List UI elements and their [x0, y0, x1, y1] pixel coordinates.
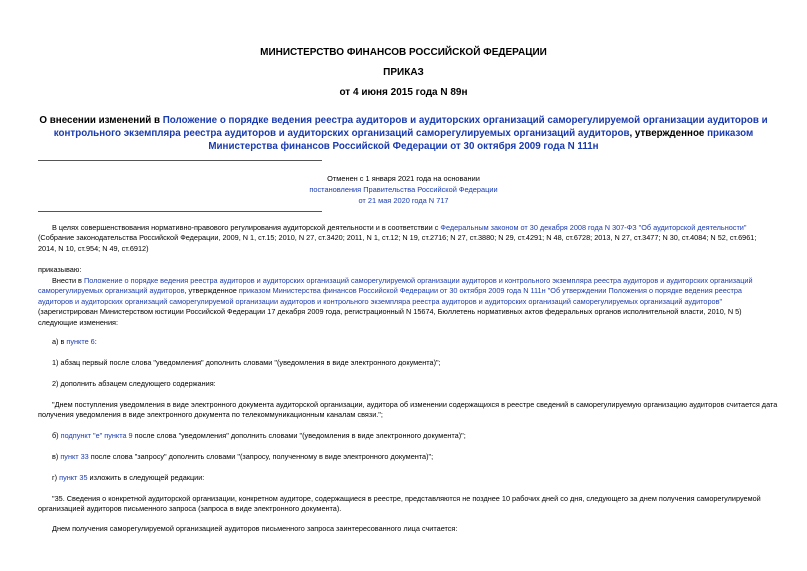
item-a-1: 1) абзац первый после слова "уведомления" дополнить словами "(уведомления в виде электронного документа)"; — [52, 358, 441, 367]
item-a-2-text: "Днем поступления уведомления в виде электронного документа аудиторской организации, аудитора об изменении содержащихся в реестре сведений в саморегулируемую организацию аудиторов считается дата получения уведомления в виде электронного документа по телекоммуникационным каналам связи."; — [38, 400, 778, 420]
item-c: в) пункт 33 после слова "запросу" дополнить словами "(запросу, полученному в виде электронного документа)"; — [52, 452, 434, 461]
link-order-111n[interactable]: приказом Министерства финансов Российской Федерации от 30 октября 2009 года N 111н "Об утверждении Положения о порядке ведения реестра — [238, 286, 742, 296]
title-link-regulation[interactable]: Положение о порядке ведения реестра аудиторов и аудиторских организаций саморегулируемой организации аудиторов и контрольного экземпляра реестра аудиторов и аудиторских организаций саморегулируемых организаций аудиторов — [53, 115, 768, 139]
document-type: ПРИКАЗ — [383, 67, 424, 78]
divider-bottom — [38, 211, 322, 212]
title-link-order[interactable]: приказом Министерства финансов Российской Федерации от 30 октября 2009 года N 111н — [208, 128, 754, 152]
document-date: от 4 июня 2015 года N 89н — [339, 87, 468, 98]
link-point-35[interactable]: пункт 35 — [59, 473, 88, 482]
document-title — [30, 114, 777, 153]
link-point-33[interactable]: пункт 33 — [60, 452, 89, 461]
cancel-link-resolution[interactable]: постановления Правительства Российской Федерации — [309, 185, 498, 194]
divider-top — [38, 160, 322, 161]
link-point-6[interactable]: пункте 6 — [66, 337, 95, 346]
title-prefix: О внесении изменений в — [39, 115, 163, 126]
cancel-note-line: Отменен с 1 января 2021 года на основании — [327, 174, 480, 183]
title-middle: , утвержденное — [629, 128, 708, 139]
item-a-2: 2) дополнить абзацем следующего содержания: — [52, 379, 216, 388]
ministry-heading: МИНИСТЕРСТВО ФИНАНСОВ РОССИЙСКОЙ ФЕДЕРАЦИИ — [260, 47, 547, 58]
item-a: а) в пункте 6: — [52, 337, 97, 346]
link-regulation-cont[interactable]: саморегулируемых организаций аудиторов — [38, 286, 185, 296]
link-regulation[interactable]: Положение о порядке ведения реестра аудиторов и аудиторских организаций саморегулируемой организации аудиторов и контрольного экземпляра реестра аудиторов и аудиторских организаций — [83, 276, 753, 285]
paragraph-amend: Внести в Положение о порядке ведения реестра аудиторов и аудиторских организаций саморегулируемой организации аудиторов и контрольного экземпляра реестра аудиторов и аудиторских организаций саморегулируемых организаций аудиторов, утвержденное приказом Министерства финансов Российской Федерации от 30 октября 2009 года N 111н "Об утверждении Положения о порядке ведения реестра аудиторов и аудиторских организаций саморегулируемой организации аудиторов и контрольного экземпляра реестра аудиторов и аудиторских организаций саморегулируемых организаций аудиторов" (зарегистрирован Министерством юстиции Российской Федерации 17 декабря 2009 года, регистрационный N 15674, Бюллетень нормативных актов федеральных органов исполнительной власти, 2010, N 5) следующие изменения: — [38, 276, 770, 328]
cancel-link-date[interactable]: от 21 мая 2020 года N 717 — [358, 196, 449, 205]
link-subpoint-e-point-9[interactable]: подпункт "е" пункта 9 — [60, 431, 133, 440]
paragraph-preamble: В целях совершенствования нормативно-правового регулирования аудиторской деятельности и в соответствии с Федеральным законом от 30 декабря 2008 года N 307-ФЗ "Об аудиторской деятельности" (Собрание законодательства Российской Федерации, 2009, N 1, ст.15; 2010, N 27, ст.3420; 2011, N 1, ст.12; N 19, ст.2716; N 27, ст.3880; N 29, ст.4291; N 48, ст.6728; 2013, N 27, ст.3477; N 30, ст.4084; N 52, ст.6961; 2014, N 10, ст.954; N 49, ст.6912) — [38, 223, 757, 253]
paragraph-order: приказываю: — [38, 265, 82, 274]
item-b: б) подпункт "е" пункта 9 после слова "уведомления" дополнить словами "(уведомления в виде электронного документа)"; — [52, 431, 466, 440]
link-federal-law[interactable]: Федеральным законом от 30 декабря 2008 года N 307-ФЗ "Об аудиторской деятельности" — [440, 223, 747, 232]
link-order-111n-cont[interactable]: аудиторов и аудиторских организаций саморегулируемой организации аудиторов и контрольного экземпляра реестра аудиторов и аудиторских организаций саморегулируемых организаций аудиторов" — [38, 296, 723, 306]
item-d-text: "35. Сведения о конкретной аудиторской организации, конкретном аудиторе, содержащиеся в реестре, представляются не позднее 10 рабочих дней со дня, следующего за днем получения саморегулируемой организацией аудиторов письменного запроса (запроса в виде электронного документа). — [38, 494, 761, 514]
item-d-text-2: Днем получения саморегулируемой организацией аудиторов письменного запроса заинтересованного лица считается: — [52, 524, 458, 533]
item-d: г) пункт 35 изложить в следующей редакции: — [52, 473, 205, 482]
